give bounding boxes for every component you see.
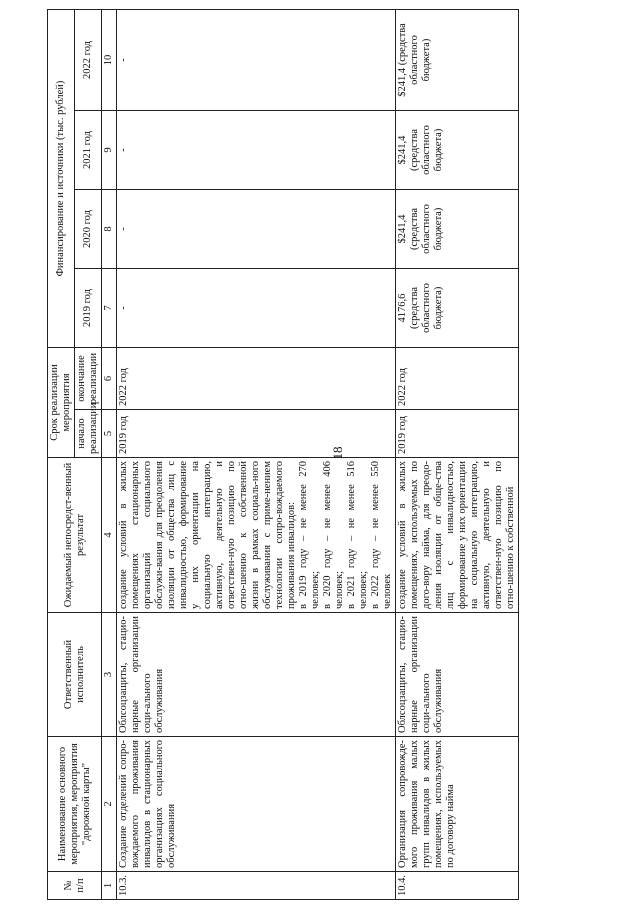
header-year-2021: 2021 год <box>75 111 102 190</box>
header-financing: Финансирование и источники (тыс. рублей) <box>48 9 75 347</box>
financing-2020: - <box>117 190 396 269</box>
activity-name: Создание отделений сопро-вождаемого проживания инвалидов в стационарных организациях социального обслуживания <box>117 737 396 872</box>
col-number: 5 <box>102 410 117 458</box>
col-number: 3 <box>102 613 117 737</box>
expected-result: создание условий в жилых помещениях стационарных организаций социального обслужи-вания для преодоления изоляции от общества лиц с инвалидностью, формирование у них ориентации на социальную интеграцию, активную, деятельную и ответствен-ную позицию по отно-шению к собственной жизни в рамках социаль-ного обслуживания с приме-нением технологии сопро-вождаемого проживания инвалидов: в 2019 году – не менее 270 человек; в 2020 году – не менее 406 человек; в 2021 году – не менее 516 человек; в 2022 году – не менее 550 человек <box>117 458 396 613</box>
header-result: Ожидаемый непосредст-венный результат <box>48 458 102 613</box>
financing-2020: $241,4 (средства областного бюджета) <box>396 190 519 269</box>
financing-2021: $241,4 (средства областного бюджета) <box>396 111 519 190</box>
rotated-page <box>47 23 607 900</box>
header-period: Срок реализации мероприятия <box>48 348 75 458</box>
expected-result: создание условий в жилых помещениях, используемых по дого-вору найма, для преодо-ления изоляции от обще-ства лиц с инвалидностью, формирование у них ориентации на социальную интеграцию, активную, деятельную и ответствен-ную позицию по отно-шению к собственной <box>396 458 519 613</box>
header-year-2019: 2019 год <box>75 269 102 348</box>
financing-2021: - <box>117 111 396 190</box>
period-start: 2019 год <box>396 410 519 458</box>
table-row <box>117 9 396 899</box>
col-number: 6 <box>102 348 117 410</box>
row-number: 10.4. <box>396 872 519 900</box>
financing-2019: - <box>117 269 396 348</box>
executor: Облсоцзащиты, стацио-нарные организации соци-ального обслуживания <box>117 613 396 737</box>
header-period-start: начало реализации <box>75 410 102 458</box>
header-name: Наименование основного мероприятия, мероприятия "дорожной карты" <box>48 737 102 872</box>
period-start: 2019 год <box>117 410 396 458</box>
col-number: 2 <box>102 737 117 872</box>
header-year-2020: 2020 год <box>75 190 102 269</box>
header-year-2022: 2022 год <box>75 9 102 110</box>
executor: Облсоцзащиты, стацио-нарные организации соци-ального обслуживания <box>396 613 519 737</box>
period-end: 2022 год <box>117 348 396 410</box>
header-executor: Ответственный исполнитель <box>48 613 102 737</box>
table-row <box>396 9 519 899</box>
row-number: 10.3. <box>117 872 396 900</box>
financing-2019: 4176,6 (средства областного бюджета) <box>396 269 519 348</box>
col-number: 4 <box>102 458 117 613</box>
roadmap-table <box>47 9 519 900</box>
financing-2022: - <box>117 9 396 110</box>
col-number: 10 <box>102 9 117 110</box>
header-num: № п/п <box>48 872 102 900</box>
header-period-end: окончание реализации <box>75 348 102 410</box>
period-end: 2022 год <box>396 348 519 410</box>
col-number: 9 <box>102 111 117 190</box>
col-number: 7 <box>102 269 117 348</box>
col-number: 1 <box>102 872 117 900</box>
page-number: 18 <box>330 446 345 460</box>
activity-name: Организация сопровожде-мого проживания малых групп инвалидов в жилых помещениях, используемых по договору найма <box>396 737 519 872</box>
col-number: 8 <box>102 190 117 269</box>
financing-2022: $241,4 (средства областного бюджета) <box>396 9 519 110</box>
